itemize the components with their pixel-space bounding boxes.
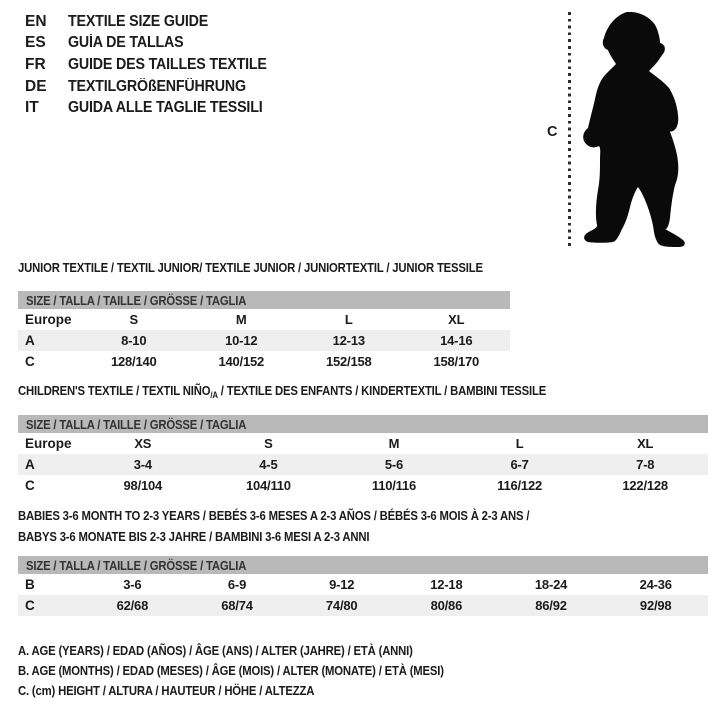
language-code: ES xyxy=(25,34,46,52)
row-label: C xyxy=(25,478,35,493)
size-cell: 7-8 xyxy=(636,457,655,472)
table-row-height xyxy=(18,475,708,496)
height-measure-label: C xyxy=(547,124,558,140)
height-measure-dotted-line xyxy=(568,12,571,249)
size-header-label: SIZE / TALLA / TAILLE / GRÖSSE / TAGLIA xyxy=(26,557,247,573)
size-cell: 12-13 xyxy=(332,333,365,348)
size-header-label: SIZE / TALLA / TAILLE / GRÖSSE / TAGLIA xyxy=(26,416,247,432)
size-cell: 68/74 xyxy=(221,598,253,613)
language-label: TEXTILE SIZE GUIDE xyxy=(68,12,209,30)
language-code: IT xyxy=(25,99,39,117)
footnote-a: A. AGE (YEARS) / EDAD (AÑOS) / ÂGE (ANS) / ALTER (JAHRE) / ETÀ (ANNI) xyxy=(18,642,413,658)
size-cell: 152/158 xyxy=(325,354,372,369)
row-label: C xyxy=(25,598,35,613)
language-row-en xyxy=(25,11,284,33)
title-subscript: /A xyxy=(210,390,218,400)
size-cell: S xyxy=(129,312,138,327)
size-cell: 158/170 xyxy=(433,354,480,369)
size-cell: 18-24 xyxy=(534,577,568,592)
size-cell: 104/110 xyxy=(245,478,291,493)
size-cell: 140/152 xyxy=(218,354,265,369)
size-cell: L xyxy=(344,312,353,327)
table-row-age xyxy=(18,330,510,351)
size-cell: 92/98 xyxy=(639,598,672,613)
size-cell: 116/122 xyxy=(497,478,543,493)
junior-section-title: JUNIOR TEXTILE / TEXTIL JUNIOR/ TEXTILE JUNIOR / JUNIORTEXTIL / JUNIOR TESSILE xyxy=(18,260,483,275)
table-row-europe xyxy=(18,433,708,454)
size-cell: S xyxy=(264,436,273,451)
junior-size-table xyxy=(18,291,510,372)
size-cell: 128/140 xyxy=(110,354,157,369)
size-header-bar xyxy=(18,415,708,433)
children-section-title: CHILDREN'S TEXTILE / TEXTIL $NIÑO_{/A}$ / TEXTILE DES ENFANTS / KINDERTEXTIL / BAMBINI TESSILE xyxy=(18,383,547,400)
size-cell: L xyxy=(515,436,524,451)
size-cell: 10-12 xyxy=(225,333,258,348)
size-cell: 4-5 xyxy=(259,457,278,472)
size-cell: XL xyxy=(637,436,654,451)
legend-footnotes xyxy=(18,640,508,700)
size-cell: 110/116 xyxy=(371,478,417,493)
language-title-list xyxy=(25,11,284,119)
language-row-fr xyxy=(25,54,284,76)
size-cell: 98/104 xyxy=(123,478,163,493)
size-cell: 3-4 xyxy=(133,457,152,472)
size-cell: 122/128 xyxy=(622,478,668,493)
size-cell: XL xyxy=(448,312,465,327)
language-row-it xyxy=(25,97,284,119)
row-label: Europe xyxy=(25,436,72,451)
size-cell: 80/86 xyxy=(430,598,463,613)
size-cell: 62/68 xyxy=(116,598,149,613)
size-cell: M xyxy=(235,312,247,327)
size-cell: 74/80 xyxy=(325,598,358,613)
size-cell: 14-16 xyxy=(440,333,473,348)
table-row-height xyxy=(18,595,708,616)
row-label: Europe xyxy=(25,312,72,327)
size-cell: 5-6 xyxy=(384,457,404,472)
size-cell: 24-36 xyxy=(639,577,672,592)
size-cell: M xyxy=(388,436,400,451)
table-row-age xyxy=(18,454,708,475)
size-cell: 12-18 xyxy=(430,577,463,592)
language-label: GUIDE DES TAILLES TEXTILE xyxy=(68,55,267,73)
language-code: FR xyxy=(25,55,46,73)
size-cell: 6-9 xyxy=(227,577,247,592)
size-cell: XS xyxy=(134,436,152,451)
language-row-es xyxy=(25,33,284,55)
table-row-europe xyxy=(18,309,510,330)
language-code: EN xyxy=(25,12,47,30)
language-row-de xyxy=(25,76,284,98)
row-label: A xyxy=(25,333,35,348)
size-header-label: SIZE / TALLA / TAILLE / GRÖSSE / TAGLIA xyxy=(26,292,247,308)
language-label: TEXTILGRÖßENFÜHRUNG xyxy=(68,77,246,95)
table-row-height xyxy=(18,351,510,372)
babies-section-title-line2: BABYS 3-6 MONATE BIS 2-3 JAHRE / BAMBINI 3-6 MESI A 2-3 ANNI xyxy=(18,529,370,544)
language-code: DE xyxy=(25,77,47,95)
babies-section-title-line1: BABIES 3-6 MONTH TO 2-3 YEARS / BEBÉS 3-6 MESES A 2-3 AÑOS / BÉBÉS 3-6 MOIS À 2-3 ANS / xyxy=(18,508,530,523)
row-label: B xyxy=(25,577,35,592)
size-cell: 3-6 xyxy=(123,577,142,592)
size-header-bar xyxy=(18,291,510,309)
table-row-age-months xyxy=(18,574,708,595)
footnote-b: B. AGE (MONTHS) / EDAD (MESES) / ÂGE (MOIS) / ALTER (MONATE) / ETÀ (MESI) xyxy=(18,662,444,678)
language-label: GUIDA ALLE TAGLIE TESSILI xyxy=(68,99,263,117)
size-cell: 8-10 xyxy=(121,333,147,348)
toddler-silhouette-icon xyxy=(580,10,690,250)
row-label: C xyxy=(25,354,35,369)
row-label: A xyxy=(25,457,35,472)
children-size-table xyxy=(18,415,708,496)
size-cell: 86/92 xyxy=(535,598,567,613)
babies-size-table xyxy=(18,556,708,616)
footnote-c: C. (cm) HEIGHT / ALTURA / HAUTEUR / HÖHE / ALTEZZA xyxy=(18,682,315,698)
size-header-bar xyxy=(18,556,708,574)
language-label: GUÍA DE TALLAS xyxy=(68,34,184,52)
size-cell: 6-7 xyxy=(510,457,529,472)
size-cell: 9-12 xyxy=(329,577,355,592)
